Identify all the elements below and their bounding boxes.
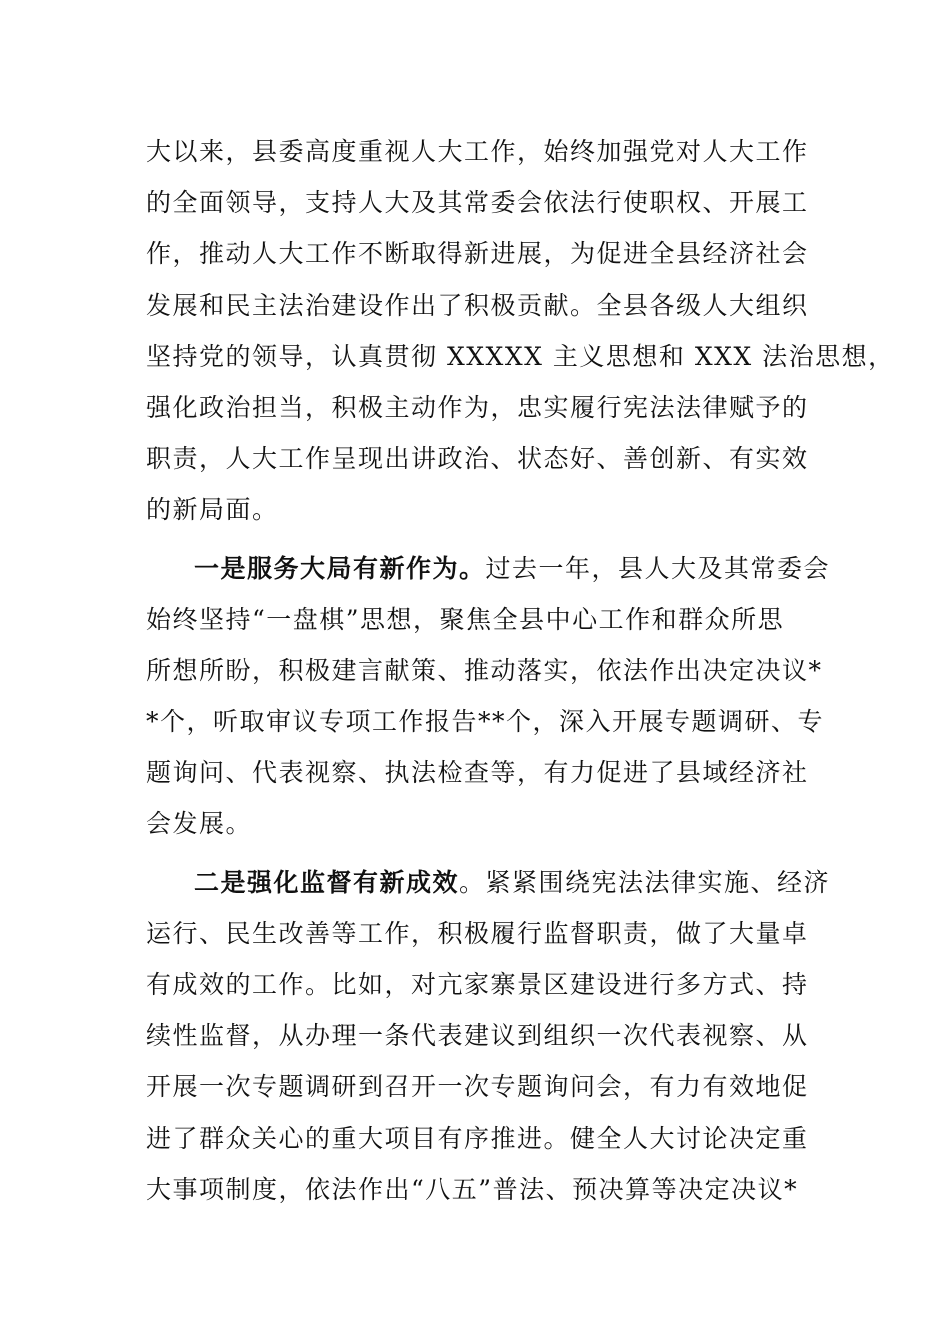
paragraph-1	[146, 126, 895, 536]
paragraph-line: 职责，人大工作呈现出讲政治、状态好、善创新、有实效	[146, 444, 809, 474]
paragraph-2	[146, 543, 831, 850]
paragraph-heading: 一是服务大局有新作为。	[194, 553, 486, 583]
paragraph-line: 作，推动人大工作不断取得新进展，为促进全县经济社会	[146, 239, 809, 269]
paragraph-line: 题询问、代表视察、执法检查等，有力促进了县域经济社	[146, 758, 809, 788]
paragraph-line: 大事项制度，依法作出“八五”普法、预决算等决定决议*	[146, 1174, 799, 1204]
paragraph-line: 会发展。	[146, 809, 253, 839]
paragraph-line: 的全面领导，支持人大及其常委会依法行使职权、开展工	[146, 188, 809, 218]
paragraph-first-line	[146, 857, 831, 908]
paragraph-line: 的新局面。	[146, 495, 279, 525]
paragraph-line: 所想所盼，积极建言献策、推动落实，依法作出决定决议*	[146, 655, 823, 685]
paragraph-line: 进了群众关心的重大项目有序推进。健全人大讨论决定重	[146, 1123, 809, 1153]
paragraph-line: 强化政治担当，积极主动作为，忠实履行宪法法律赋予的	[146, 392, 809, 422]
paragraph-line: 运行、民生改善等工作，积极履行监督职责，做了大量卓	[146, 918, 809, 948]
paragraph-line: 大以来，县委高度重视人大工作，始终加强党对人大工作	[146, 137, 809, 166]
paragraph-line: 发展和民主法治建设作出了积极贡献。全县各级人大组织	[146, 290, 809, 320]
paragraph-line: 续性监督，从办理一条代表建议到组织一次代表视察、从	[146, 1021, 809, 1051]
paragraph-heading: 二是强化监督有新成效	[194, 867, 460, 897]
paragraph-line: 坚持党的领导，认真贯彻 XXXXX 主义思想和 XXX 法治思想，	[146, 341, 895, 371]
paragraph-line-rest: 。紧紧围绕宪法法律实施、经济	[459, 867, 831, 897]
document-body	[146, 126, 895, 1215]
paragraph-line-rest: 过去一年，县人大及其常委会	[485, 553, 831, 583]
paragraph-line: 始终坚持“一盘棋”思想，聚焦全县中心工作和群众所思	[146, 604, 785, 634]
paragraph-first-line	[146, 543, 831, 594]
paragraph-3	[146, 857, 831, 1215]
paragraph-line: 有成效的工作。比如，对亢家寨景区建设进行多方式、持	[146, 970, 809, 999]
paragraph-line: *个，听取审议专项工作报告**个，深入开展专题调研、专	[146, 707, 825, 737]
paragraph-line: 开展一次专题调研到召开一次专题询问会，有力有效地促	[146, 1072, 809, 1102]
